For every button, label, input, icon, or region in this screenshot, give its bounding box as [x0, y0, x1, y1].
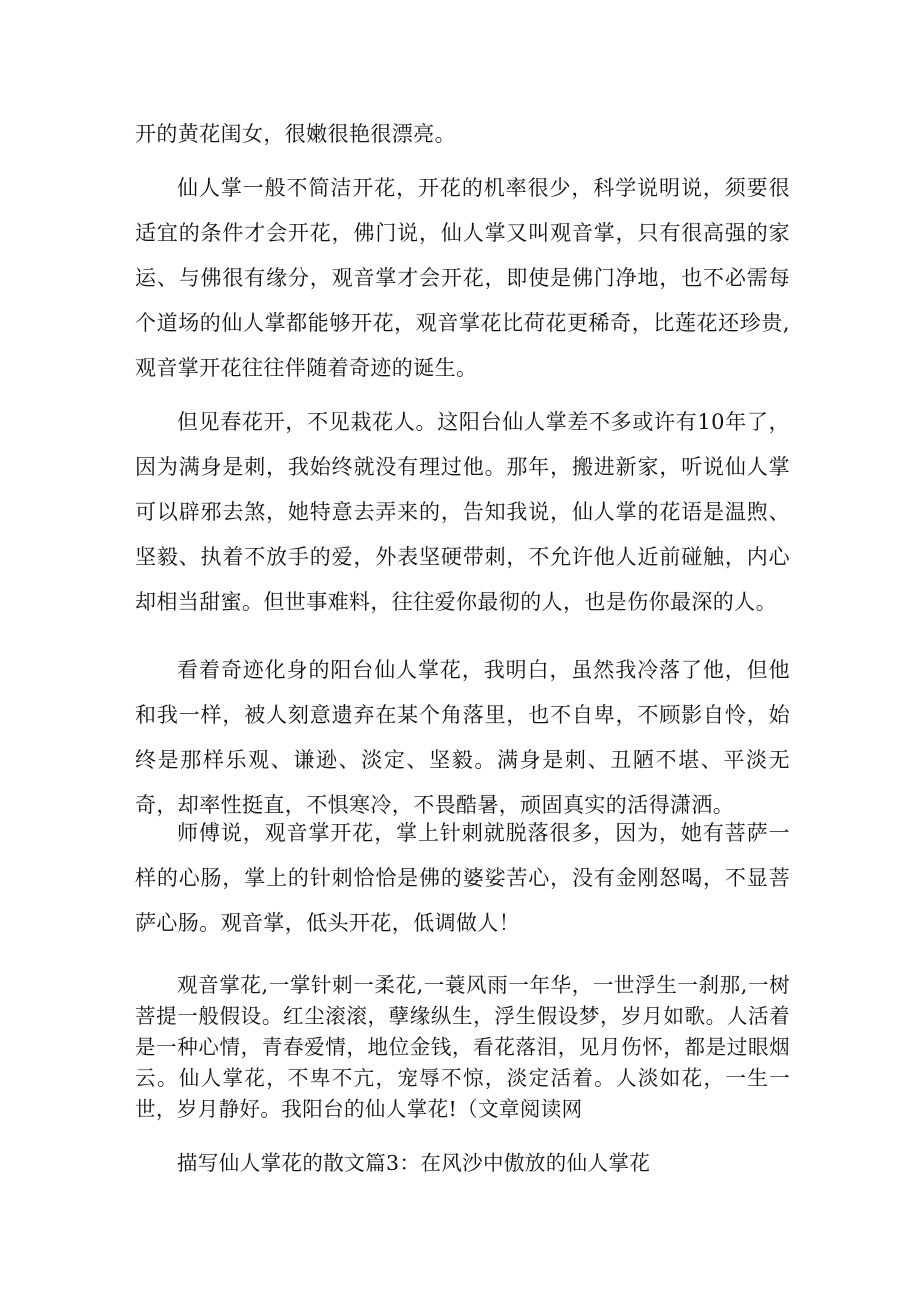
paragraph-miracle-flower: 看着奇迹化身的阳台仙人掌花，我明白，虽然我冷落了他，但他和我一样，被人刻意遗弃在某个角落里，也不自卑，不顾影自怜，始终是那样乐观、谦逊、淡定、坚毅。满身是刺、丑陋不堪、平淡无奇，却率性挺直，不惧寒冷，不畏酷暑，顽固真实的活得潇洒。	[135, 658, 790, 817]
paragraph-spring-flowers: 但见春花开，不见栽花人。这阳台仙人掌差不多或许有10年了，因为满身是刺，我始终就没有理过他。那年，搬进新家，听说仙人掌可以辟邪去煞，她特意去弄来的，告知我说，仙人掌的花语是温煦、坚毅、执着不放手的爱，外表坚硬带刺，不允许他人近前碰触，内心却相当甜蜜。但世事难料，往往爱你最彻的人，也是伤你最深的人。	[135, 410, 790, 614]
paragraph-guanyin-flower: 观音掌花,一掌针刺一柔花,一蓑风雨一年华，一世浮生一刹那,一树菩提一般假设。红尘滚滚，孽缘纵生，浮生假设梦，岁月如歌。人活着是一种心情，青春爱情，地位金钱，看花落泪，见月伤怀，都是过眼烟云。仙人掌花，不卑不亢，宠辱不惊，淡定活着。人淡如花，一生一世，岁月静好。我阳台的仙人掌花!（文章阅读网	[135, 973, 790, 1121]
paragraph-cactus-blooming: 仙人掌一般不简洁开花，开花的机率很少，科学说明说，须要很适宜的条件才会开花，佛门说，仙人掌又叫观音掌，只有很高强的家运、与佛很有缘分，观音掌才会开花，即使是佛门净地，也不必需每个道场的仙人掌都能够开花，观音掌花比荷花更稀奇，比莲花还珍贵,观音掌开花往往伴随着奇迹的诞生。	[135, 176, 790, 380]
paragraph-master-said: 师傅说，观音掌开花，掌上针刺就脱落很多，因为，她有菩萨一样的心肠，掌上的针刺恰恰是佛的婆娑苦心，没有金刚怒喝，不显菩萨心肠。观音掌，低头开花，低调做人！	[135, 821, 790, 935]
paragraph-continuation: 开的黄花闺女，很嫩很艳很漂亮。	[135, 122, 456, 146]
section-heading-essay-3: 描写仙人掌花的散文篇3：在风沙中傲放的仙人掌花	[177, 1151, 651, 1175]
